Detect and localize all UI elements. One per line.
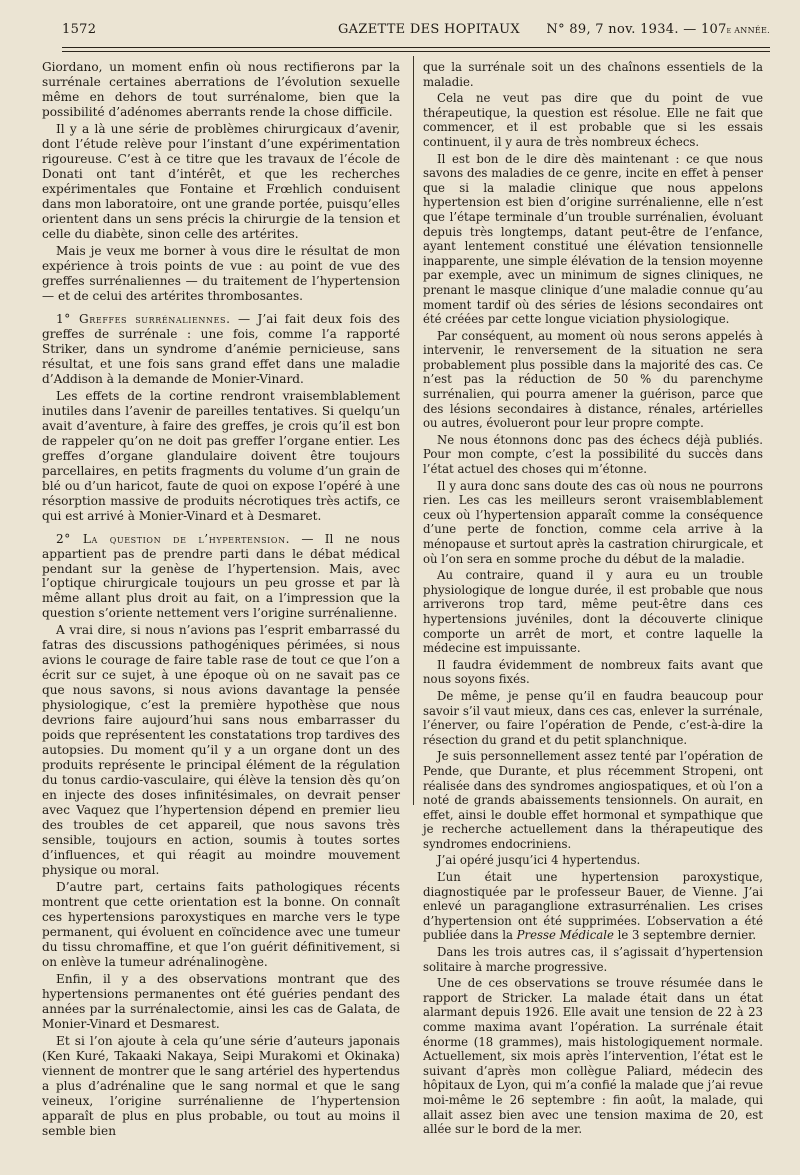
issue-date: N° 89, 7 nov. 1934. — 107 xyxy=(546,22,727,37)
section-grafts xyxy=(42,312,400,387)
paragraph: Dans les trois autres cas, il s’agissait d’hypertension solitaire à marche progressive. xyxy=(423,945,763,974)
right-column xyxy=(423,60,763,1137)
section-heading: 2° La question de l’hypertension. xyxy=(56,531,291,546)
page-header xyxy=(62,22,770,46)
journal-title: GAZETTE DES HOPITAUX xyxy=(338,22,520,37)
page-number: 1572 xyxy=(62,22,97,37)
paragraph: A vrai dire, si nous n’avions pas l’esprit embarrassé du fatras des discussions pathogéniques périmées, si nous avions le courage de faire table rase de tout ce que l’on a écrit sur ce sujet, à une époque où on ne savait pas ce que nous savons, si nous avions davantage la pensée physiologique, c’est la première hypothèse que nous devrions faire aujourd’hui sans nous embarrasser du poids que représentent les constatations trop tardives des autopsies. Du moment qu’il y a un organe dont un des produits représente le principal élément de la régulation du tonus cardio-vasculaire, qui élève la tension dès qu’on en injecte des doses infinitésimales, on devrait penser avec Vaquez que l’hypertension dépend en premier lieu des troubles de cet appareil, que nous savons très sensible, toujours en action, soumis à toutes sortes d’influences, et qui réagit au moindre mouvement physique ou moral. xyxy=(42,623,400,878)
journal-reference: Presse Médicale xyxy=(516,928,614,943)
header-rule-bottom xyxy=(62,51,770,52)
paragraph: Enfin, il y a des observations montrant que des hypertensions permanentes ont été guéries pendant des années par la surrénalectomie, ainsi les cas de Galata, de Monier-Vinard et Desmarest. xyxy=(42,972,400,1032)
paragraph: Je suis personnellement assez tenté par l’opération de Pende, que Durante, et plus récemment Stropeni, ont réalisée dans des syndromes angiospatiques, et où l’on a noté de grands abaissements tensionnels. On aurait, en effet, ainsi le double effet hormonal et sympathique que je recherche actuellement dans la thérapeutique des syndromes endocriniens. xyxy=(423,749,763,851)
paragraph: que la surrénale soit un des chaînons essentiels de la maladie. xyxy=(423,60,763,89)
paragraph: Au contraire, quand il y aura eu un trouble physiologique de longue durée, il est probable que nous arriverons trop tard, même peut-être dans ces hypertensions juvéniles, dont la découverte clinique comporte un arrêt de mort, et contre laquelle la médecine est impuissante. xyxy=(423,568,763,656)
paragraph xyxy=(423,870,763,943)
paragraph: Il y a là une série de problèmes chirurgicaux d’avenir, dont l’étude relève pour l’instant d’une expérimentation rigoureuse. C’est à ce titre que les travaux de l’école de Donati ont tant d’intérêt, et que les recherches expérimentales que Fontaine et Frœhlich conduisent dans mon laboratoire, ont une grande portée, puisqu’elles orientent dans un sens précis la chirurgie de la tension et celle du diabète, sinon celle des artérites. xyxy=(42,121,400,241)
paragraph: Par conséquent, au moment où nous serons appelés à intervenir, le renversement de la situation ne sera probablement plus possible dans la majorité des cas. Ce n’est pas la réduction de 50 % du parenchyme surrénalien, qui pourra amener la guérison, parce que des lésions secondaires à distance, rénales, artérielles ou autres, évolueront pour leur propre compte. xyxy=(423,328,763,431)
section-text: — J’ai fait deux fois des greffes de surrénale : une fois, comme l’a rapporté Striker, dans un syndrome d’anémie pernicieuse, sans résultat, et une fois sans grand effet dans une maladie d’Addison à la demande de Monier-Vinard. xyxy=(42,311,400,386)
paragraph: Cela ne veut pas dire que du point de vue thérapeutique, la question est résolue. Elle ne fait que commencer, et il est probable que si les essais continuent, il y aura de très nombreux échecs. xyxy=(423,91,763,149)
paragraph: Les effets de la cortine rendront vraisemblablement inutiles dans l’avenir de pareilles tentatives. Si quelqu’un avait d’aventure, à faire des greffes, je crois qu’il est bon de rappeler qu’on ne doit pas greffer l’organe entier. Les greffes d’organe glandulaire doivent être toujours parcellaires, en petits fragments du volume d’un grain de blé ou d’un haricot, faute de quoi on expose l’opéré à une résorption massive de produits nécrotiques très actifs, ce qui est arrivé à Monier-Vinard et à Desmaret. xyxy=(42,388,400,523)
paragraph: Mais je veux me borner à vous dire le résultat de mon expérience à trois points de vue : au point de vue des greffes surrénaliennes — du traitement de l’hypertension — et de celui des artérites thrombosantes. xyxy=(42,243,400,303)
paragraph: Giordano, un moment enfin où nous rectifierons par la surrénale certaines aberrations de l’évolution sexuelle même en dehors de tout surrénalome, bien que la possibilité d’adénomes aberrants rende la chose difficile. xyxy=(42,60,400,119)
paragraph-text: L’un était une hypertension paroxystique, diagnostiquée par le professeur Bauer, de Vienne. J’ai enlevé un paraganglione extrasurrénalien. Les crises d’hypertension ont été supprimées. L’observation a été publiée dans la xyxy=(423,870,763,943)
paragraph: De même, je pense qu’il en faudra beaucoup pour savoir s’il vaut mieux, dans ces cas, enlever la surrénale, l’énerver, ou faire l’opération de Pende, c’est-à-dire la résection du grand et du petit splanchnique. xyxy=(423,688,763,747)
paragraph: Et si l’on ajoute à cela qu’une série d’auteurs japonais (Ken Kuré, Takaaki Nakaya, Seipi Murakomi et Okinaka) viennent de montrer que le sang artériel des hypertendus a plus d’adrénaline que le sang normal et que le sang veineux, l’origine surrénalienne de l’hypertension apparaît de plus en plus probable, ou tout au moins il semble bien xyxy=(42,1034,400,1138)
section-heading: 1° Greffes surrénaliennes. xyxy=(56,311,231,326)
paragraph: Il est bon de le dire dès maintenant : ce que nous savons des maladies de ce genre, incite en effet à penser que si la maladie clinique que nous appelons hypertension est bien d’origine surrénalienne, elle n’est que l’étape terminale d’un trouble surrénalien, évoluant depuis très longtemps, datant peut-être de l’enfance, ayant lentement constitué une élévation tensionnelle inapparente, une simple élévation de la tension moyenne par exemple, avec un minimum de signes cliniques, ne prenant le masque clinique d’une maladie connue qu’au moment tardif où des séries de lésions secondaires ont été créées par cette longue viciation physiologique. xyxy=(423,151,763,327)
section-text: — Il ne nous appartient pas de prendre parti dans le débat médical pendant sur la genèse de l’hypertension. Mais, avec l’optique chirurgicale toujours un peu grosse et par là même allant plus droit au fait, on a l’impression que la question s’oriente nettement vers l’origine surrénalienne. xyxy=(42,531,400,621)
column-divider xyxy=(413,56,414,805)
section-hypertension xyxy=(42,532,400,622)
paragraph: Il faudra évidemment de nombreux faits avant que nous soyons fixés. xyxy=(423,657,763,687)
paragraph: D’autre part, certains faits pathologiques récents montrent que cette orientation est la bonne. On connaît ces hypertensions paroxystiques en marche vers le type permanent, qui évoluent en coïncidence avec une tumeur du tissu chromaffine, et que l’on guérit définitivement, si on enlève la tumeur adrénalinogène. xyxy=(42,880,400,970)
issue-year-suffix: e ANNÉE. xyxy=(726,26,770,35)
paragraph: Ne nous étonnons donc pas des échecs déjà publiés. Pour mon compte, c’est la possibilité du succès dans l’état actuel des choses qui m’étonne. xyxy=(423,432,763,477)
issue-info xyxy=(546,22,770,37)
paragraph: Il y aura donc sans doute des cas où nous ne pourrons rien. Les cas les meilleurs seront vraisemblablement ceux où l’hypertension apparaît comme la conséquence d’une perte de fonction, comme cela arrive à la ménopause et surtout après la castration chirurgicale, et où l’on sera en somme proche du début de la maladie. xyxy=(423,478,763,566)
paragraph: Une de ces observations se trouve résumée dans le rapport de Stricker. La malade était dans un état alarmant depuis 1926. Elle avait une tension de 22 à 23 comme maxima avant l’opération. La surrénale était énorme (18 grammes), mais histologiquement normale. Actuellement, six mois après l’intervention, l’état est le suivant d’après mon collègue Paliard, médecin des hôpitaux de Lyon, qui m’a confié la malade que j’ai revue moi-même le 26 septembre : fin août, la malade, qui allait assez bien avec une tension maxima de 20, est allée sur le bord de la mer. xyxy=(423,976,763,1137)
left-column xyxy=(42,60,400,1139)
paragraph-text: le 3 septembre dernier. xyxy=(613,928,757,943)
header-rule-top xyxy=(62,47,770,48)
paragraph: J’ai opéré jusqu’ici 4 hypertendus. xyxy=(437,853,641,868)
